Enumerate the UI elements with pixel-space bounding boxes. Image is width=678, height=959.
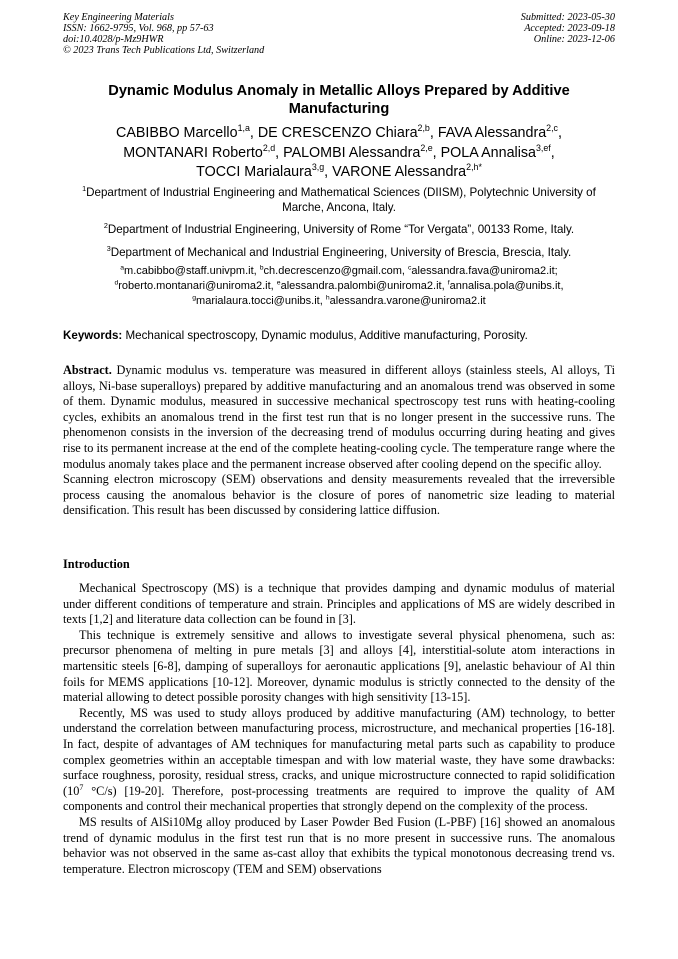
email[interactable]: $^b$ch.decrescenzo@gmail.com,	[259, 264, 409, 277]
email[interactable]: $^f$annalisa.pola@unibs.it,	[447, 279, 564, 292]
email[interactable]: $^d$roberto.montanari@uniroma2.it,	[114, 279, 277, 292]
author-list	[63, 124, 615, 183]
paper-title: Dynamic Modulus Anomaly in Metallic Alloys Prepared by Additive Manufacturing	[108, 83, 570, 117]
affiliation-1: $^1$Department of Industrial Engineering and Mathematical Sciences (DIISM), Polytechnic University of Marche, Ancona, Italy.	[82, 184, 596, 214]
abstract	[63, 363, 615, 519]
author: TOCCI Marialaura$^{3,g}$,	[196, 162, 333, 180]
author: POLA Annalisa$^{3,ef}$,	[440, 142, 555, 161]
affiliation-3: $^3$Department of Mechanical and Industrial Engineering, University of Brescia, Brescia, Italy.	[106, 244, 572, 259]
journal-copyright: © 2023 Trans Tech Publications Ltd, Switzerland	[63, 45, 265, 56]
journal-info	[63, 12, 264, 56]
journal-name: Key Engineering Materials	[63, 12, 174, 23]
abstract-paragraph: Scanning electron microscopy (SEM) observations and density measurements revealed that the irreversible process causing the anomalous behavior is the closure of pores of nanometric size leading to material densification. This result has been discussed by considering lattice diffusion.	[63, 472, 615, 518]
keywords-text: Mechanical spectroscopy, Dynamic modulus, Additive manufacturing, Porosity.	[122, 329, 528, 342]
author: FAVA Alessandra$^{2,c}$,	[437, 123, 562, 141]
intro-paragraph: This technique is extremely sensitive and allows to investigate several physical phenomena, such as: precursor phenomena of melting in pure metals [3] and alloys [4], interstitial-solute atom interactions in martensitic steels [6-8], damping of superalloys for aeronautic applications [9], anelastic behaviour of Al thin foils for MEMS applications [10-12]. Moreover, dynamic modulus is strictly connected to the density of the material allowing to detect possible porosity changes with high sensitivity [13-15].	[63, 627, 615, 705]
email[interactable]: $^h$alessandra.varone@uniroma2.it	[325, 293, 486, 307]
abstract-paragraph: Abstract. Dynamic modulus vs. temperature was measured in different alloys (stainless steels, Al alloys, Ti alloys, Ni-base superalloys) prepared by additive manufacturing and an anomalous trend was observed in some of them. Dynamic modulus, measured in successive mechanical spectroscopy test runs with heating-cooling cycles, exhibits an anomalous trend in the first test run that is no longer present in the successive runs. The phenomenon consists in the inversion of the decreasing trend of modulus occurring during heating and gives rise to its permanent increase at the end of the complete heating-cooling cycle. The temperature range where the modulus anomaly takes place and the permanent increase observed after cooling depend on the specific alloy.	[63, 363, 615, 471]
author: DE CRESCENZO Chiara$^{2,b}$,	[257, 123, 438, 141]
email[interactable]: $^g$marialaura.tocci@unibs.it,	[192, 293, 326, 307]
journal-issn: ISSN: 1662-9795, Vol. 968, pp 57-63	[63, 23, 214, 34]
author: PALOMBI Alessandra$^{2,e}$,	[283, 142, 441, 161]
author: VARONE Alessandra$^{2,h*}$	[332, 162, 482, 180]
submitted-date: Submitted: 2023-05-30	[520, 12, 615, 23]
accepted-date: Accepted: 2023-09-18	[524, 23, 615, 34]
intro-paragraph: Mechanical Spectroscopy (MS) is a technique that provides damping and dynamic modulus of material under different conditions of temperature and strain. Principles and applications of MS are widely described in texts [1,2] and literature data collection can be found in [3].	[63, 581, 615, 627]
section-heading-introduction: Introduction	[63, 557, 130, 571]
author: MONTANARI Roberto$^{2,d}$,	[123, 142, 284, 161]
author: CABIBBO Marcello$^{1,a}$,	[116, 123, 258, 141]
intro-paragraph: Recently, MS was used to study alloys produced by additive manufacturing (AM) technology, to better understand the correlation between manufacturing process, microstructure, and mechanical properties [16-18]. In fact, despite of advantages of AM techniques for manufacturing metal parts such as capability to produce complex geometries within an acceptable timespan and with low material waste, they have some drawbacks: surface roughness, porosity, residual stress, cracks, and unique microstructure connected to rapid solidification ($10^7$ °C/s) [19-20]. Therefore, post-processing treatments are required to improve the quality of AM components and control their mechanical properties that strongly depend on the complexity of the process.	[63, 705, 615, 814]
keywords-label: Keywords:	[63, 329, 123, 342]
email[interactable]: $^a$m.cabibbo@staff.univpm.it,	[120, 264, 260, 277]
affiliation-2: $^2$Department of Industrial Engineering, University of Rome “Tor Vergata”, 00133 Rome, Italy.	[103, 221, 575, 236]
author-emails	[63, 264, 615, 308]
email[interactable]: $^c$alessandra.fava@uniroma2.it;	[408, 264, 558, 277]
submission-dates	[521, 12, 615, 45]
introduction-body	[63, 581, 615, 877]
abstract-label: Abstract.	[63, 363, 112, 377]
online-date: Online: 2023-12-06	[533, 34, 615, 45]
journal-doi: doi:10.4028/p-Mz9HWR	[63, 34, 164, 45]
email[interactable]: $^e$alessandra.palombi@uniroma2.it,	[276, 279, 448, 292]
keywords	[63, 328, 615, 343]
intro-paragraph: MS results of AlSi10Mg alloy produced by Laser Powder Bed Fusion (L-PBF) [16] showed an anomalous trend of dynamic modulus in the first test run that is no more present in successive runs. The anomalous behavior was not observed in the same as-cast alloy that exhibits the typical monotonous decreasing trend vs. temperature. Electron microscopy (TEM and SEM) observations	[63, 814, 615, 876]
